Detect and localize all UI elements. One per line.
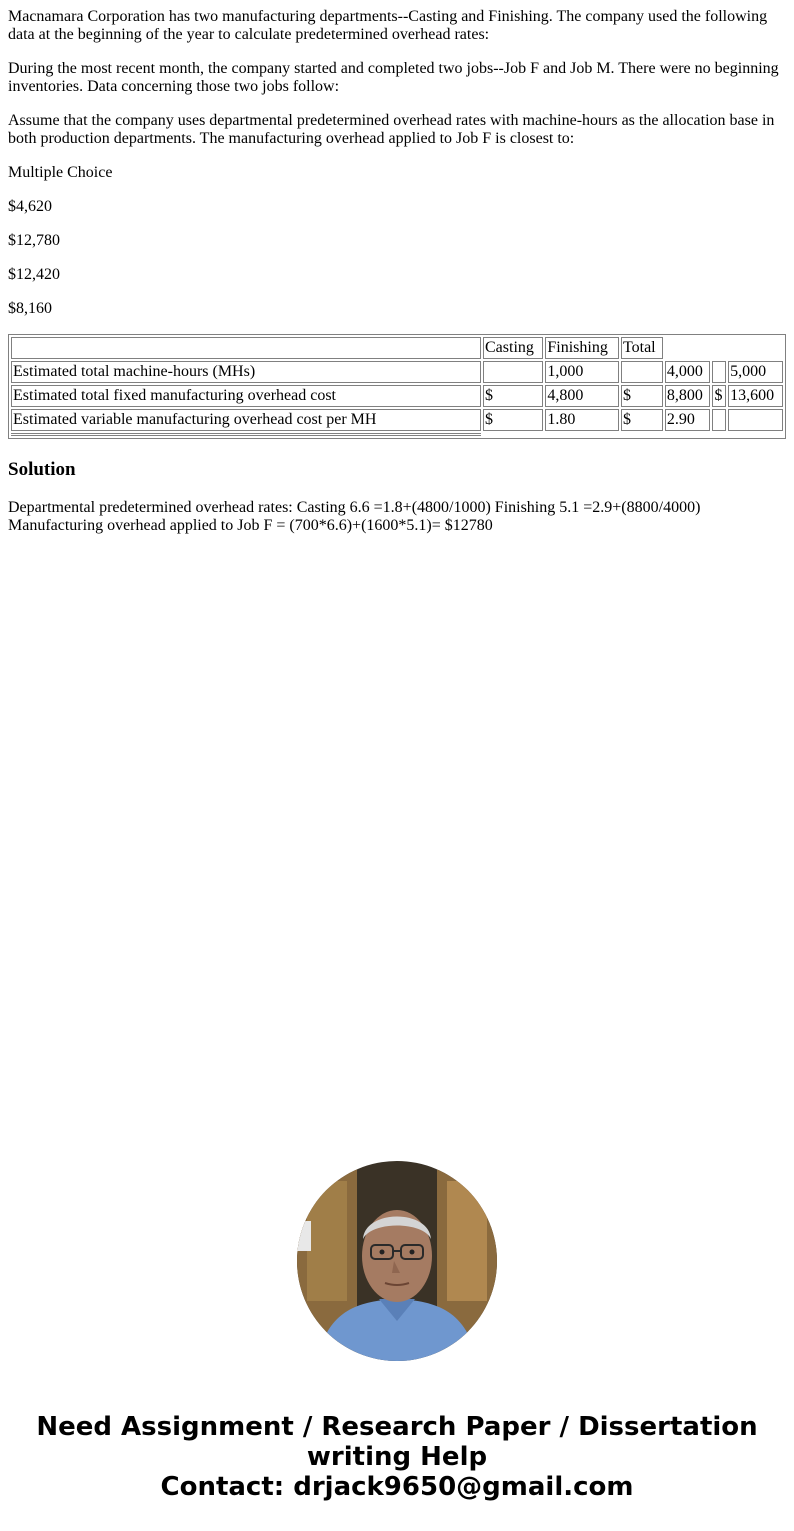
table-cell: 5,000 xyxy=(728,361,783,383)
solution-line-applied: Manufacturing overhead applied to Job F = (700*6.6)+(1600*5.1)= $12780 xyxy=(8,517,493,534)
document xyxy=(0,8,794,535)
promo-contact[interactable]: Contact: drjack9650@gmail.com xyxy=(160,1472,634,1502)
row-label: Estimated variable manufacturing overhead cost per MH xyxy=(11,409,481,431)
header-spacer xyxy=(712,337,726,359)
table-cell: 13,600 xyxy=(728,385,783,407)
header-cell-casting: Casting xyxy=(483,337,543,359)
table-cell: $ xyxy=(712,385,726,407)
table-cell: 4,000 xyxy=(665,361,711,383)
header-cell-empty xyxy=(11,337,481,359)
intro-paragraph: Macnamara Corporation has two manufacturing departments--Casting and Finishing. The company used the following data at the beginning of the year to calculate predetermined overhead rates: xyxy=(8,8,768,43)
solution-line-rates: Departmental predetermined overhead rates: Casting 6.6 =1.8+(4800/1000) Finishing 5.1 =2.9+(8800/4000) xyxy=(8,499,701,516)
table-header-row xyxy=(11,337,783,359)
table-cell: $ xyxy=(621,409,663,431)
table-cell: 2.90 xyxy=(665,409,711,431)
avatar-portrait-image xyxy=(297,1161,497,1361)
table-cell xyxy=(712,361,726,383)
table-footer-rule-row xyxy=(11,433,783,436)
table-cell: 1.80 xyxy=(545,409,619,431)
jobs-intro-paragraph: During the most recent month, the company started and completed two jobs--Job F and Job M. There were no beginning inventories. Data concerning those two jobs follow: xyxy=(8,60,779,95)
double-underline-divider xyxy=(11,433,481,436)
table-cell: 1,000 xyxy=(545,361,619,383)
header-spacer xyxy=(665,337,711,359)
promo-line-1: Need Assignment / Research Paper / Dissertation xyxy=(36,1412,758,1442)
multiple-choice-heading: Multiple Choice xyxy=(8,164,113,181)
choice-a[interactable]: $4,620 xyxy=(8,198,52,215)
solution-text xyxy=(8,499,786,535)
table-cell xyxy=(728,409,783,431)
table-cell: 8,800 xyxy=(665,385,711,407)
header-cell-total: Total xyxy=(621,337,663,359)
table-cell xyxy=(621,361,663,383)
table-cell: 4,800 xyxy=(545,385,619,407)
row-label: Estimated total machine-hours (MHs) xyxy=(11,361,481,383)
table-cell xyxy=(483,361,543,383)
overhead-data-table xyxy=(8,334,786,439)
table-row xyxy=(11,361,783,383)
choice-d[interactable]: $8,160 xyxy=(8,300,52,317)
header-cell-finishing: Finishing xyxy=(545,337,619,359)
table-cell: $ xyxy=(483,385,543,407)
promo-banner xyxy=(0,1412,794,1502)
table-cell: $ xyxy=(483,409,543,431)
table-row xyxy=(11,409,783,431)
row-label: Estimated total fixed manufacturing overhead cost xyxy=(11,385,481,407)
header-spacer xyxy=(728,337,783,359)
double-rule xyxy=(11,433,481,436)
choice-c[interactable]: $12,420 xyxy=(8,266,60,283)
avatar xyxy=(297,1161,497,1361)
table-cell xyxy=(712,409,726,431)
promo-line-2: writing Help xyxy=(306,1442,488,1472)
solution-heading: Solution xyxy=(8,459,76,480)
question-prompt: Assume that the company uses departmental predetermined overhead rates with machine-hours as the allocation base in both production departments. The manufacturing overhead applied to Job F is closest to: xyxy=(8,112,775,147)
table-cell: $ xyxy=(621,385,663,407)
choice-b[interactable]: $12,780 xyxy=(8,232,60,249)
table-row xyxy=(11,385,783,407)
